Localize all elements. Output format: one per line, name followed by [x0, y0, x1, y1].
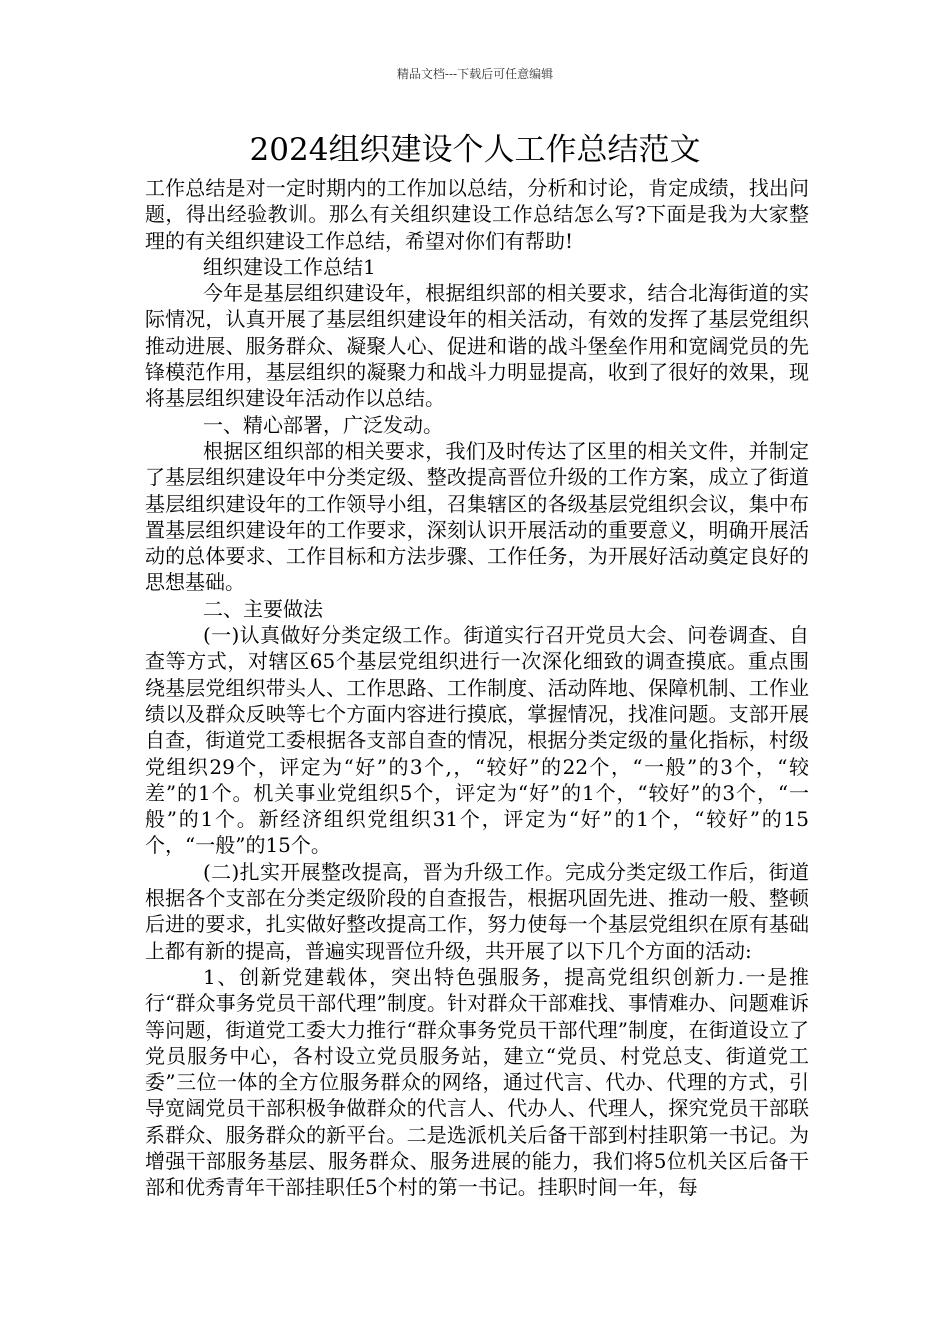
paragraph-intro: 工作总结是对一定时期内的工作加以总结，分析和讨论，肯定成绩，找出问题，得出经验教训。那么有关组织建设工作总结怎么写?下面是我为大家整理的有关组织建设工作总结，希望对你们有帮助! [145, 176, 809, 253]
document-title: 2024组织建设个人工作总结范文 [249, 132, 701, 168]
paragraph: (二)扎实开展整改提高，晋为升级工作。完成分类定级工作后，街道根据各个支部在分类定级阶段的自查报告，根据巩固先进、推动一般、整顿后进的要求，扎实做好整改提高工作，努力使每一个基层党组织在原有基础上都有新的提高，普遍实现晋位升级，共开展了以下几个方面的活动: [145, 859, 809, 963]
document-body [145, 175, 809, 1201]
section-heading: 二、主要做法 [203, 596, 323, 621]
section-heading: 一、精心部署，广泛发动。 [203, 412, 443, 437]
paragraph: 1、创新党建载体，突出特色强服务，提高党组织创新力.一是推行“群众事务党员干部代理”制度。针对群众干部难找、事情难办、问题难诉等问题，街道党工委大力推行“群众事务党员干部代理”制度，在街道设立了党员服务中心，各村设立党员服务站，建立“党员、村党总支、街道党工委”三位一体的全方位服务群众的网络，通过代言、代办、代理的方式，引导宽阔党员干部积极争做群众的代言人、代办人、代理人，探究党员干部联系群众、服务群众的新平台。二是选派机关后备干部到村挂职第一书记。为增强干部服务基层、服务群众、服务进展的能力，我们将5位机关区后备干部和优秀青年干部挂职任5个村的第一书记。挂职时间一年，每 [145, 964, 809, 1200]
section-heading: 组织建设工作总结1 [203, 254, 376, 279]
paragraph: 根据区组织部的相关要求，我们及时传达了区里的相关文件，并制定了基层组织建设年中分类定级、整改提高晋位升级的工作方案，成立了街道基层组织建设年的工作领导小组，召集辖区的各级基层党组织会议，集中布置基层组织建设年的工作要求，深刻认识开展活动的重要意义，明确开展活动的总体要求、工作目标和方法步骤、工作任务，为开展好活动奠定良好的思想基础。 [145, 438, 809, 595]
paragraph: 今年是基层组织建设年，根据组织部的相关要求，结合北海街道的实际情况，认真开展了基层组织建设年的相关活动，有效的发挥了基层党组织推动进展、服务群众、凝聚人心、促进和谐的战斗堡垒作用和宽阔党员的先锋模范作用，基层组织的凝聚力和战斗力明显提高，收到了很好的效果，现将基层组织建设年活动作以总结。 [145, 281, 809, 411]
paragraph: (一)认真做好分类定级工作。街道实行召开党员大会、问卷调查、自查等方式，对辖区65个基层党组织进行一次深化细致的调查摸底。重点围绕基层党组织带头人、工作思路、工作制度、活动阵地、保障机制、工作业绩以及群众反映等七个方面内容进行摸底，掌握情况，找准问题。支部开展自查，街道党工委根据各支部自查的情况，根据分类定级的量化指标，村级党组织29个，评定为“好”的3个,，“较好”的22个，“一般”的3个，“较差”的1个。机关事业党组织5个，评定为“好”的1个，“较好”的3个，“一般”的1个。新经济组织党组织31个，评定为“好”的1个，“较好”的15个，“一般”的15个。 [145, 623, 809, 858]
page-header: 精品文档---下载后可任意编辑 [396, 67, 554, 81]
